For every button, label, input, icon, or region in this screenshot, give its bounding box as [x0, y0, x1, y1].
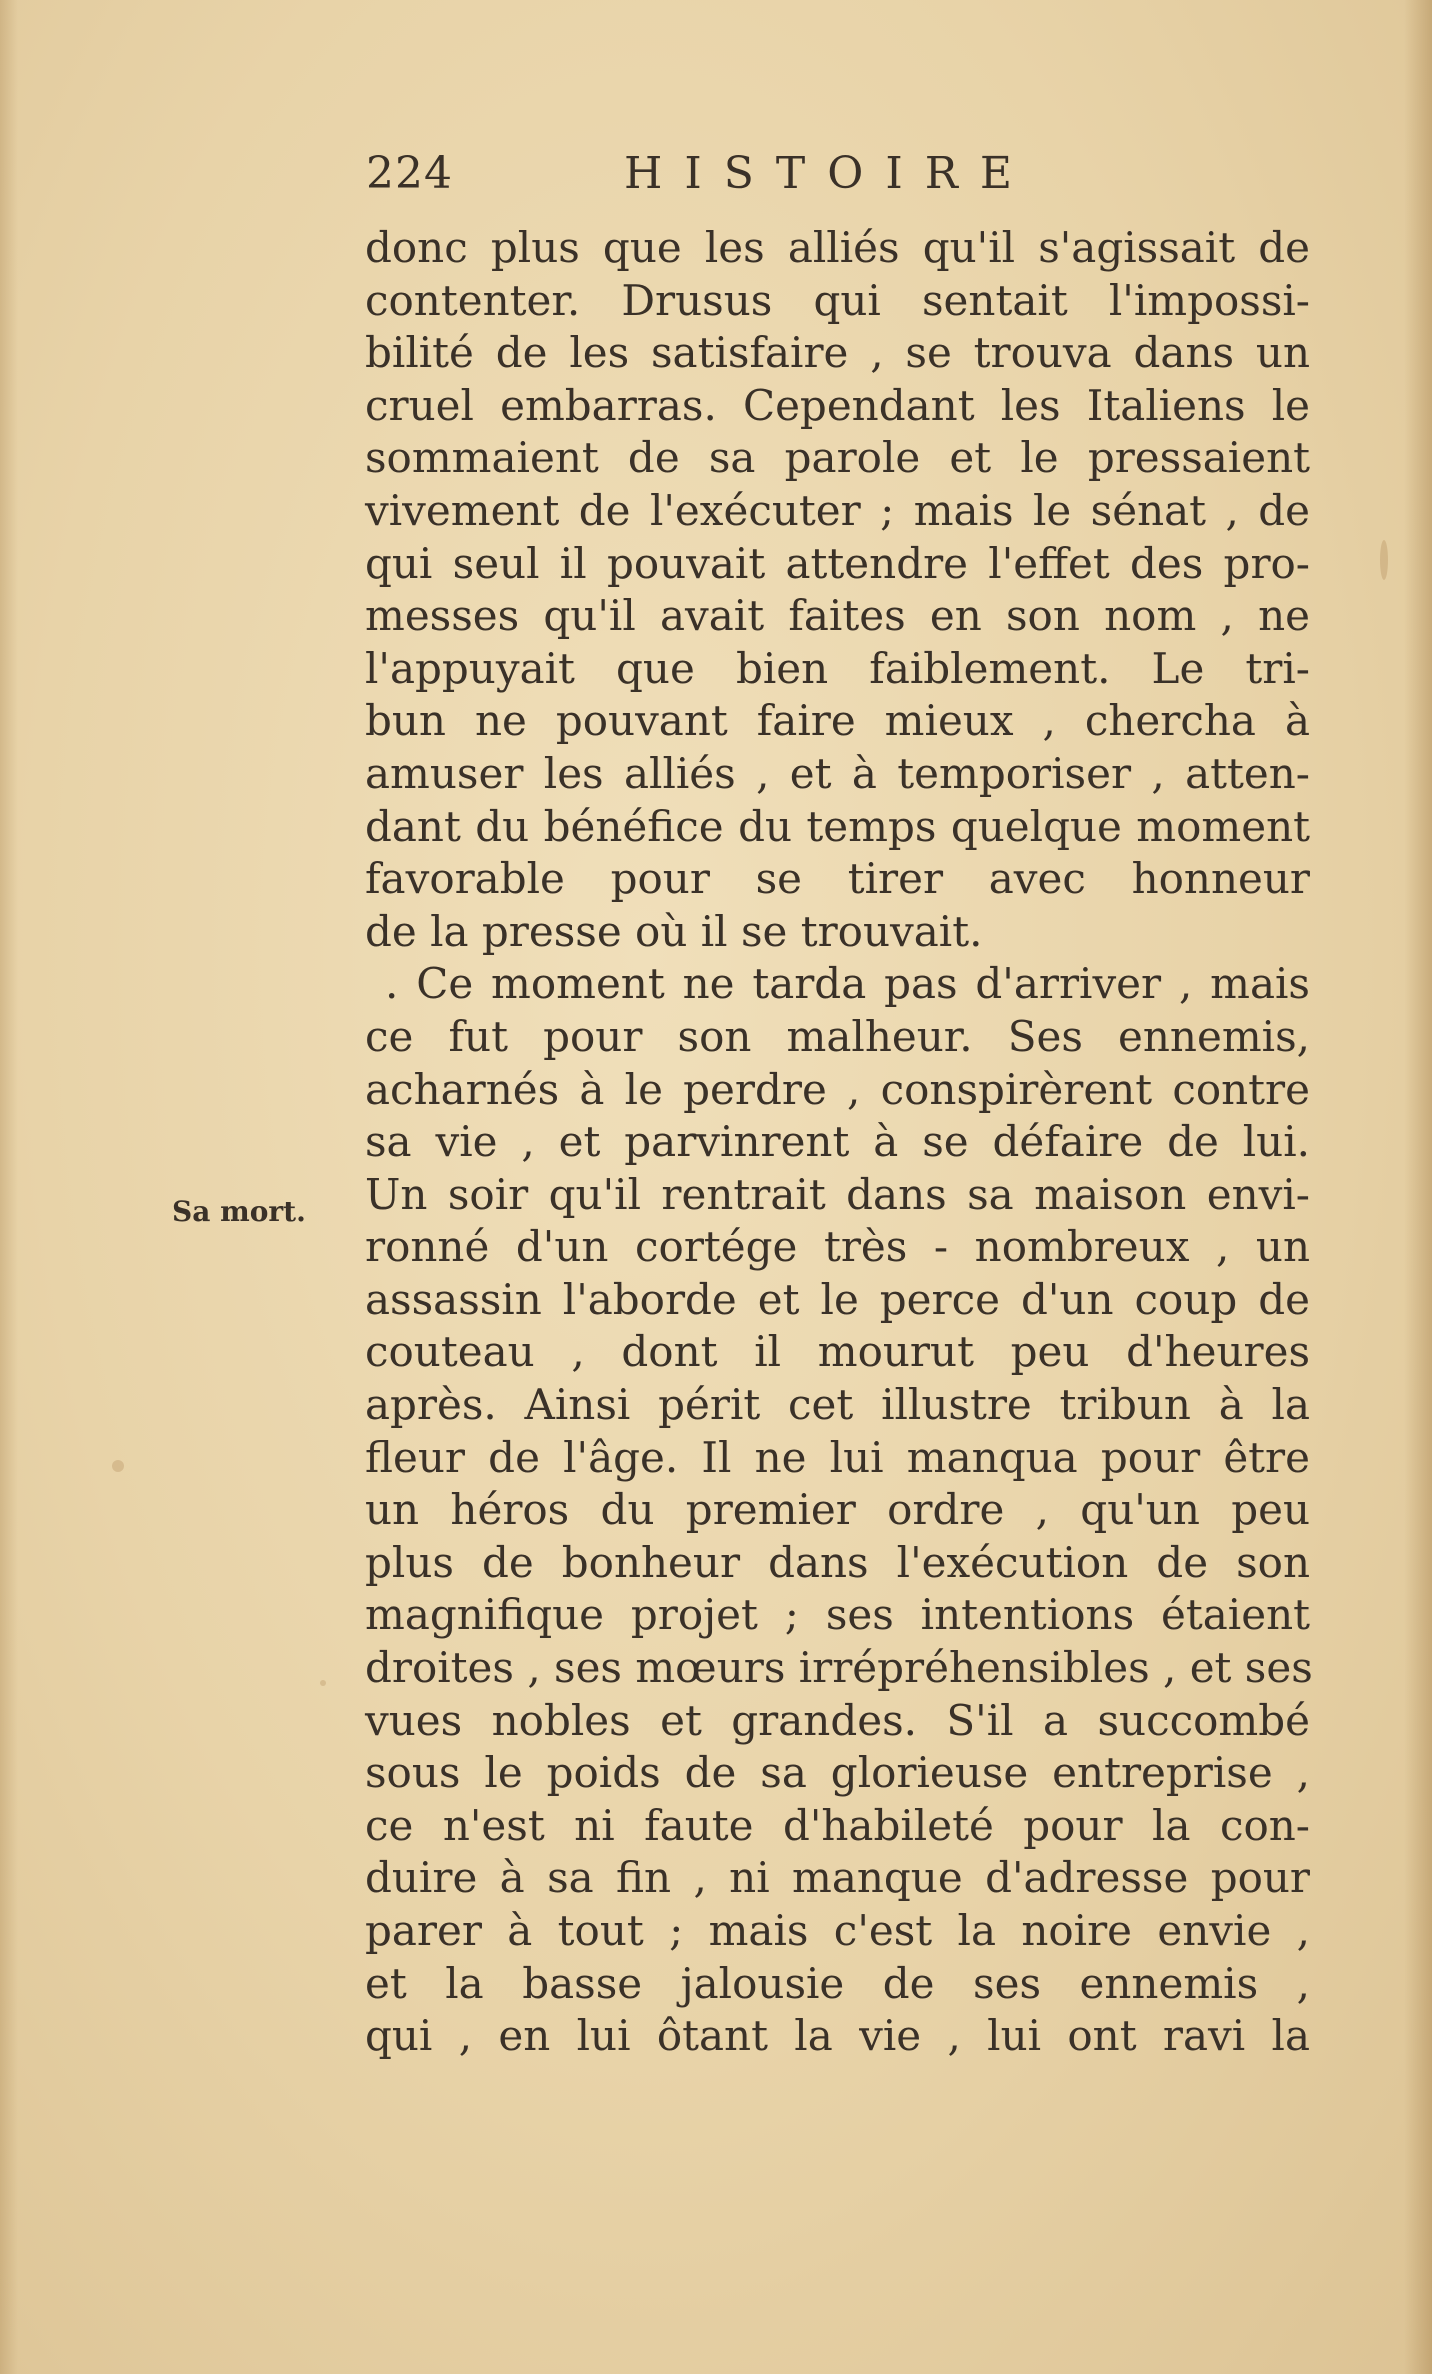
- text-line: qui , en lui ôtant la vie , lui ont ravi la: [365, 2011, 1310, 2061]
- text-line: ronné d'un cortége très - nombreux , un: [365, 1222, 1310, 1272]
- page-number: 224: [366, 148, 453, 199]
- text-line: dant du bénéfice du temps quelque moment: [365, 801, 1310, 851]
- text-line: cruel embarras. Cependant les Italiens le: [365, 380, 1310, 430]
- text-line: ce fut pour son malheur. Ses ennemis,: [365, 1011, 1310, 1061]
- text-line: magnifique projet ; ses intentions étaient: [365, 1590, 1310, 1640]
- text-line: plus de bonheur dans l'exécution de son: [365, 1537, 1310, 1587]
- text-line: sa vie , et parvinrent à se défaire de lui.: [365, 1117, 1310, 1167]
- text-line: vivement de l'exécuter ; mais le sénat , de: [365, 485, 1310, 535]
- margin-note: Sa mort.: [172, 1195, 306, 1228]
- text-line: amuser les alliés , et à temporiser , atten-: [365, 748, 1310, 798]
- text-line: . Ce moment ne tarda pas d'arriver , mais: [385, 959, 1310, 1009]
- text-line: ce n'est ni faute d'habileté pour la con-: [365, 1800, 1310, 1850]
- paper-stain: [320, 1680, 326, 1686]
- text-line: couteau , dont il mourut peu d'heures: [365, 1327, 1310, 1377]
- text-line: de la presse où il se trouvait.: [365, 906, 983, 956]
- text-line: assassin l'aborde et le perce d'un coup de: [365, 1274, 1310, 1324]
- text-line: duire à sa fin , ni manque d'adresse pour: [365, 1853, 1310, 1903]
- paper-stain: [1380, 540, 1388, 580]
- text-line: droites , ses mœurs irrépréhensibles , et ses: [365, 1643, 1313, 1693]
- text-line: parer à tout ; mais c'est la noire envie ,: [365, 1906, 1310, 1955]
- text-line: sommaient de sa parole et le pressaient: [365, 433, 1310, 483]
- text-line: donc plus que les alliés qu'il s'agissait de: [365, 223, 1310, 272]
- text-line: fleur de l'âge. Il ne lui manqua pour être: [365, 1432, 1310, 1482]
- running-header: [366, 148, 1066, 208]
- text-line: bilité de les satisfaire , se trouva dans un: [365, 328, 1310, 378]
- text-line: messes qu'il avait faites en son nom , ne: [365, 591, 1310, 641]
- text-line: sous le poids de sa glorieuse entreprise ,: [365, 1748, 1310, 1798]
- text-line: un héros du premier ordre , qu'un peu: [365, 1485, 1310, 1535]
- text-line: après. Ainsi périt cet illustre tribun à la: [365, 1380, 1310, 1430]
- page-left-edge-shadow: [0, 0, 18, 2374]
- text-line: l'appuyait que bien faiblement. Le tri-: [365, 643, 1310, 693]
- text-line: contenter. Drusus qui sentait l'impossi-: [365, 275, 1310, 325]
- text-line: acharnés à le perdre , conspirèrent contre: [365, 1064, 1310, 1114]
- text-line: bun ne pouvant faire mieux , chercha à: [365, 696, 1310, 746]
- paper-stain: [112, 1460, 124, 1472]
- text-line: favorable pour se tirer avec honneur: [365, 854, 1310, 904]
- page-right-edge-shadow: [1404, 0, 1432, 2374]
- running-title: HISTOIRE: [624, 148, 1034, 199]
- text-line: vues nobles et grandes. S'il a succombé: [365, 1695, 1310, 1745]
- text-line: qui seul il pouvait attendre l'effet des pro-: [365, 538, 1310, 588]
- text-line: Un soir qu'il rentrait dans sa maison envi-: [365, 1169, 1310, 1219]
- text-line: et la basse jalousie de ses ennemis ,: [365, 1958, 1310, 2008]
- body-text: [365, 222, 1313, 2063]
